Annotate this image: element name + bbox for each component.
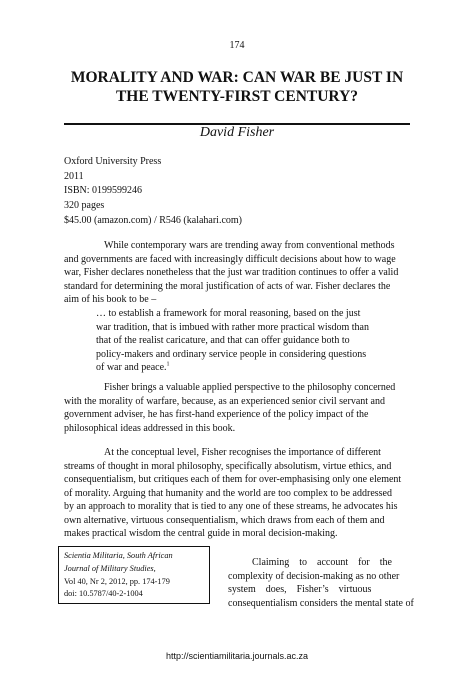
quote-line bbox=[96, 361, 374, 375]
journal-name-line-2: Journal of Military Studies, bbox=[64, 563, 156, 573]
text-line: and governments are faced with increasingly difficult decisions about how to wage bbox=[64, 253, 396, 265]
author-name: David Fisher bbox=[199, 125, 275, 140]
text-line: While contemporary wars are trending away from conventional methods bbox=[104, 240, 395, 251]
text-line: philosophical ideas addressed in this book. bbox=[64, 422, 236, 434]
text-line: by an approach to morality that is tied to any one of these streams, he advocates his bbox=[64, 501, 398, 512]
paragraph-4 bbox=[228, 556, 414, 610]
doi: doi: 10.5787/40-2-1004 bbox=[64, 589, 143, 599]
text-line: consequentialism, but critiques each of them for over-emphasising only one element bbox=[64, 474, 402, 485]
title-line-1: MORALITY AND WAR: CAN WAR BE JUST IN bbox=[70, 69, 404, 86]
text-line: Claiming to account for the bbox=[252, 557, 392, 568]
page-count: 320 pages bbox=[64, 200, 105, 212]
footer-url[interactable]: http://scientiamilitaria.journals.ac.za bbox=[165, 651, 309, 661]
quote-last-text: of war and peace. bbox=[96, 362, 167, 373]
volume-info: Vol 40, Nr 2, 2012, pp. 174-179 bbox=[64, 576, 170, 586]
text-line: makes practical wisdom the central guide in moral decision-making. bbox=[64, 528, 338, 539]
text-line: government adviser, he has first-hand experience of the policy impact of the bbox=[64, 409, 369, 420]
text-line: At the conceptual level, Fisher recognises the importance of different bbox=[104, 447, 381, 458]
footnote-marker: 1 bbox=[166, 361, 170, 368]
publisher: Oxford University Press bbox=[64, 156, 162, 167]
text-line: war, Fisher declares nonetheless that the just war tradition continues to offer a valid bbox=[64, 267, 399, 278]
publication-info bbox=[64, 155, 414, 229]
text-line: complexity of decision-making as no other bbox=[228, 570, 400, 582]
block-quote bbox=[96, 307, 374, 375]
text-line: own alternative, virtuous consequentialism, which draws from each of them and bbox=[64, 514, 385, 526]
page-number: 174 bbox=[229, 40, 245, 51]
publication-year: 2011 bbox=[64, 170, 84, 182]
quote-line: policy-makers and ordinary service people in considering questions bbox=[96, 348, 367, 360]
paragraph-1 bbox=[64, 239, 410, 307]
text-line: of morality. Arguing that humanity and the world are too complex to be addressed bbox=[64, 487, 392, 499]
quote-line: that of the realist caricature, and that can offer guidance both to bbox=[96, 335, 350, 346]
text-line: consequentialism considers the mental state of bbox=[228, 597, 414, 609]
text-line: system does, Fisher’s virtuous bbox=[228, 584, 372, 595]
text-line: aim of his book to be – bbox=[64, 294, 157, 305]
price: $45.00 (amazon.com) / R546 (kalahari.com) bbox=[64, 214, 242, 226]
paragraph-3 bbox=[64, 446, 410, 541]
quote-line: … to establish a framework for moral reasoning, based on the just bbox=[96, 308, 361, 319]
text-line: streams of thought in moral philosophy, specifically absolutism, virtue ethics, and bbox=[64, 460, 392, 472]
title-line-2: THE TWENTY-FIRST CENTURY? bbox=[115, 88, 359, 105]
text-line: standard for determining the moral justification of acts of war. Fisher declares the bbox=[64, 280, 391, 292]
quote-line: war tradition, that is imbued with rather more practical wisdom than bbox=[96, 321, 369, 333]
citation-box bbox=[58, 546, 210, 604]
paragraph-2 bbox=[64, 381, 410, 435]
journal-name-line-1: Scientia Militaria, South African bbox=[64, 551, 173, 560]
text-line: with the morality of warfare, because, as an experienced senior civil servant and bbox=[64, 395, 385, 407]
isbn: ISBN: 0199599246 bbox=[64, 185, 143, 197]
article-title bbox=[40, 68, 434, 106]
text-line: Fisher brings a valuable applied perspective to the philosophy concerned bbox=[104, 382, 396, 393]
